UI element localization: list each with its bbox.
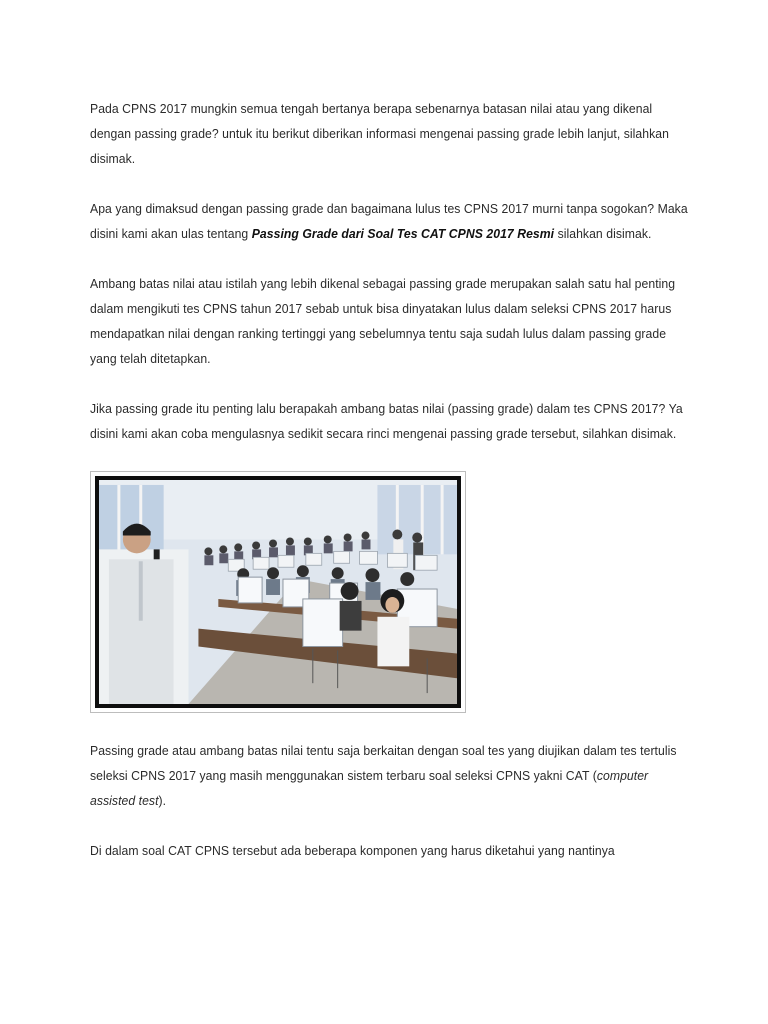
- paragraph-passing-grade: [90, 738, 692, 813]
- paragraph-question: [90, 196, 692, 246]
- paragraph-intro: Pada CPNS 2017 mungkin semua tengah bertanya berapa sebenarnya batasan nilai atau yang dikenal dengan passing grade? untuk itu berikut diberikan informasi mengenai passing grade lebih lanjut, silahkan disimak.: [90, 101, 669, 166]
- paragraph-question-text: Apa yang dimaksud dengan passing grade dan bagaimana lulus tes CPNS 2017 murni tanpa sogokan? Maka disini kami akan ulas tentang: [90, 201, 688, 241]
- document-body: [90, 96, 690, 888]
- emphasis-title: Passing Grade dari Soal Tes CAT CPNS 2017 Resmi: [251, 226, 555, 241]
- paragraph-passing-grade-tail: ).: [158, 793, 167, 808]
- classroom-photo-image: [95, 476, 461, 708]
- paragraph-jika: Jika passing grade itu penting lalu berapakah ambang batas nilai (passing grade) dalam tes CPNS 2017? Ya disini kami akan coba mengulasnya sedikit secara rinci mengenai passing grade tersebut, silahkan disimak.: [90, 401, 683, 441]
- paragraph-passing-grade-text: Passing grade atau ambang batas nilai tentu saja berkaitan dengan soal tes yang diujikan dalam tes tertulis seleksi CPNS 2017 yang masih menggunakan sistem terbaru soal seleksi CPNS yakni CAT (: [90, 743, 677, 783]
- paragraph-komponen: Di dalam soal CAT CPNS tersebut ada beberapa komponen yang harus diketahui yang nantinya: [90, 843, 615, 858]
- paragraph-ambang-batas: Ambang batas nilai atau istilah yang lebih dikenal sebagai passing grade merupakan salah satu hal penting dalam mengikuti tes CPNS tahun 2017 sebab untuk bisa dinyatakan lulus dalam seleksi CPNS 2017 harus mendapatkan nilai dengan ranking tertinggi yang sebelumnya tentu saja sudah lulus dalam passing grade yang telah ditetapkan.: [90, 276, 676, 366]
- classroom-photo: [90, 471, 466, 713]
- paragraph-question-tail: silahkan disimak.: [554, 226, 652, 241]
- italic-term: computer assisted test: [90, 768, 649, 808]
